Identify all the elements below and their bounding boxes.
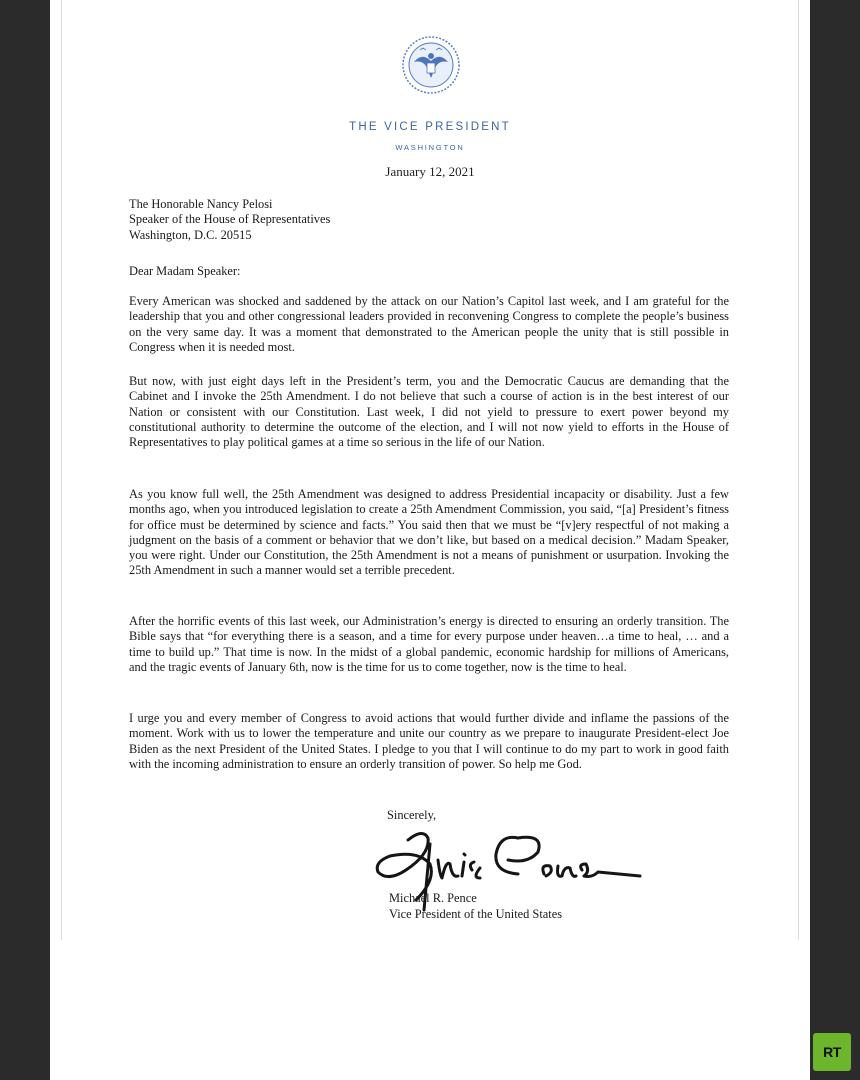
closing: Sincerely,: [387, 808, 437, 822]
body-paragraph: But now, with just eight days left in the President’s term, you and the Democratic Caucus are demanding that the Cabinet and I invoke the 25th Amendment. I do not believe that such a course of action is in the best interest of our Nation or consistent with our Constitution. Last week, I did not yield to pressure to exert power beyond my constitutional authority to determine the outcome of the election, and I will not now yield to efforts in the House of Representatives to play political games at a time so serious in the life of our Nation.: [129, 374, 729, 450]
letterhead-office: THE VICE PRESIDENT: [349, 121, 511, 133]
body-paragraph: As you know full well, the 25th Amendment was designed to address Presidential incapacity or disability. Just a few months ago, when you introduced legislation to create a 25th Amendment Commission, you said, “[a] President’s fitness for office must be determined by science and facts.” You said then that we must be “[v]ery respectful of not making a judgment on the basis of a comment or behavior that we don’t like, but based on a medical decision.” Madam Speaker, you were right. Under our Constitution, the 25th Amendment is not a means of punishment or usurpation. Invoking the 25th Amendment in such a manner would set a terrible precedent.: [129, 487, 729, 578]
signer-block: [389, 890, 562, 922]
letterhead-city: WASHINGTON: [395, 143, 465, 152]
signer-name: Michael R. Pence: [389, 891, 477, 905]
vice-presidential-seal-icon: [400, 34, 462, 96]
body-paragraph: After the horrific events of this last week, our Administration’s energy is directed to ensuring an orderly transition. The Bible says that “for everything there is a season, and a time for every purpose under heaven…a time to heal, … and a time to build up.” That time is now. In the midst of a global pandemic, economic hardship for millions of Americans, and the tragic events of January 6th, now is the time for us to come together, now is the time to heal.: [129, 614, 729, 674]
letter-date: January 12, 2021: [385, 164, 475, 179]
recipient-title: Speaker of the House of Representatives: [129, 212, 331, 227]
body-paragraph: Every American was shocked and saddened by the attack on our Nation’s Capitol last week, and I am grateful for the leadership that you and other congressional leaders provided in reconvening Congress to complete the people’s business on the very same day. It was a moment that demonstrated to the American people the unity that is still possible in Congress when it is needed most.: [129, 294, 729, 354]
recipient-name: The Honorable Nancy Pelosi: [129, 197, 273, 211]
page-right-border: [798, 0, 799, 940]
salutation: Dear Madam Speaker:: [129, 264, 241, 278]
recipient-address: [129, 197, 729, 243]
body-paragraph: I urge you and every member of Congress to avoid actions that would further divide and inflame the passions of the moment. Work with us to lower the temperature and unite our country as we prepare to inaugurate President-elect Joe Biden as the next President of the United States. I pledge to you that I will continue to do my part to work in good faith with the incoming administration to ensure an orderly transition of power. So help me God.: [129, 711, 729, 771]
page-left-border: [61, 0, 62, 940]
recipient-city: Washington, D.C. 20515: [129, 227, 252, 242]
signer-title: Vice President of the United States: [389, 907, 563, 921]
rt-logo-icon: RT: [813, 1033, 851, 1071]
